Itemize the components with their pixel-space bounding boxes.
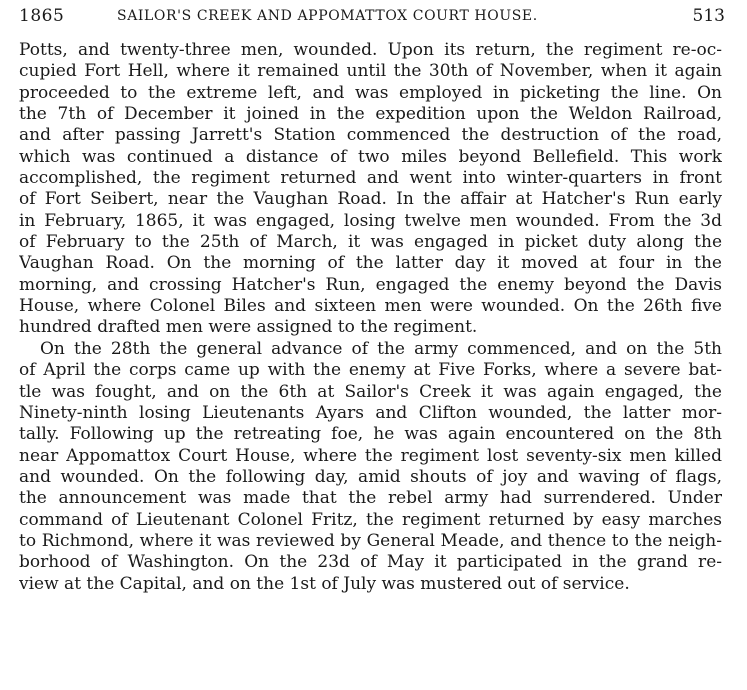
- header-year: 1865: [19, 6, 65, 26]
- text-line: near Appomattox Court House, where the regiment lost seventy-six men killed: [19, 445, 722, 466]
- text-line: borhood of Washington. On the 23d of May it participated in the grand re-: [19, 552, 722, 573]
- body-text: [19, 40, 722, 595]
- text-line: the 7th of December it joined in the expedition upon the Weldon Railroad,: [19, 104, 722, 125]
- page-number: 513: [692, 6, 725, 26]
- text-line: tle was fought, and on the 6th at Sailor's Creek it was again engaged, the: [19, 381, 722, 402]
- text-line: of April the corps came up with the enemy at Five Forks, where a severe bat-: [19, 360, 722, 381]
- text-line: the announcement was made that the rebel army had surrendered. Under: [19, 488, 722, 509]
- text-line: view at the Capital, and on the 1st of July was mustered out of service.: [19, 573, 630, 594]
- text-line: cupied Fort Hell, where it remained until the 30th of November, when it again: [19, 61, 722, 82]
- text-line: of Fort Seibert, near the Vaughan Road. In the affair at Hatcher's Run early: [19, 189, 722, 210]
- text-line: morning, and crossing Hatcher's Run, engaged the enemy beyond the Davis: [19, 274, 722, 295]
- text-line: to Richmond, where it was reviewed by General Meade, and thence to the neigh-: [19, 530, 722, 551]
- text-line: House, where Colonel Biles and sixteen men were wounded. On the 26th five: [19, 296, 722, 317]
- text-line: tally. Following up the retreating foe, he was again encountered on the 8th: [19, 424, 722, 445]
- text-line: Ninety-ninth losing Lieutenants Ayars and Clifton wounded, the latter mor-: [19, 402, 722, 423]
- text-line: of February to the 25th of March, it was engaged in picket duty along the: [19, 232, 722, 253]
- text-line: and wounded. On the following day, amid shouts of joy and waving of flags,: [19, 466, 722, 487]
- running-header: [19, 4, 725, 32]
- text-line: Potts, and twenty-three men, wounded. Upon its return, the regiment re-oc-: [19, 40, 722, 60]
- text-line: command of Lieutenant Colonel Fritz, the regiment returned by easy marches: [19, 509, 722, 530]
- text-line: and after passing Jarrett's Station commenced the destruction of the road,: [19, 125, 722, 146]
- paragraph: [19, 339, 722, 595]
- paragraph: [19, 40, 722, 339]
- header-title: SAILOR'S CREEK AND APPOMATTOX COURT HOUSE.: [117, 8, 538, 24]
- text-line: proceeded to the extreme left, and was employed in picketing the line. On: [19, 82, 722, 103]
- text-line: Vaughan Road. On the morning of the latter day it moved at four in the: [19, 253, 722, 274]
- text-line: in February, 1865, it was engaged, losing twelve men wounded. From the 3d: [19, 210, 722, 231]
- text-line: which was continued a distance of two miles beyond Bellefield. This work: [19, 146, 722, 167]
- text-line: On the 28th the general advance of the army commenced, and on the 5th: [40, 338, 722, 359]
- text-line: hundred drafted men were assigned to the regiment.: [19, 317, 478, 338]
- text-line: accomplished, the regiment returned and went into winter-quarters in front: [19, 168, 722, 189]
